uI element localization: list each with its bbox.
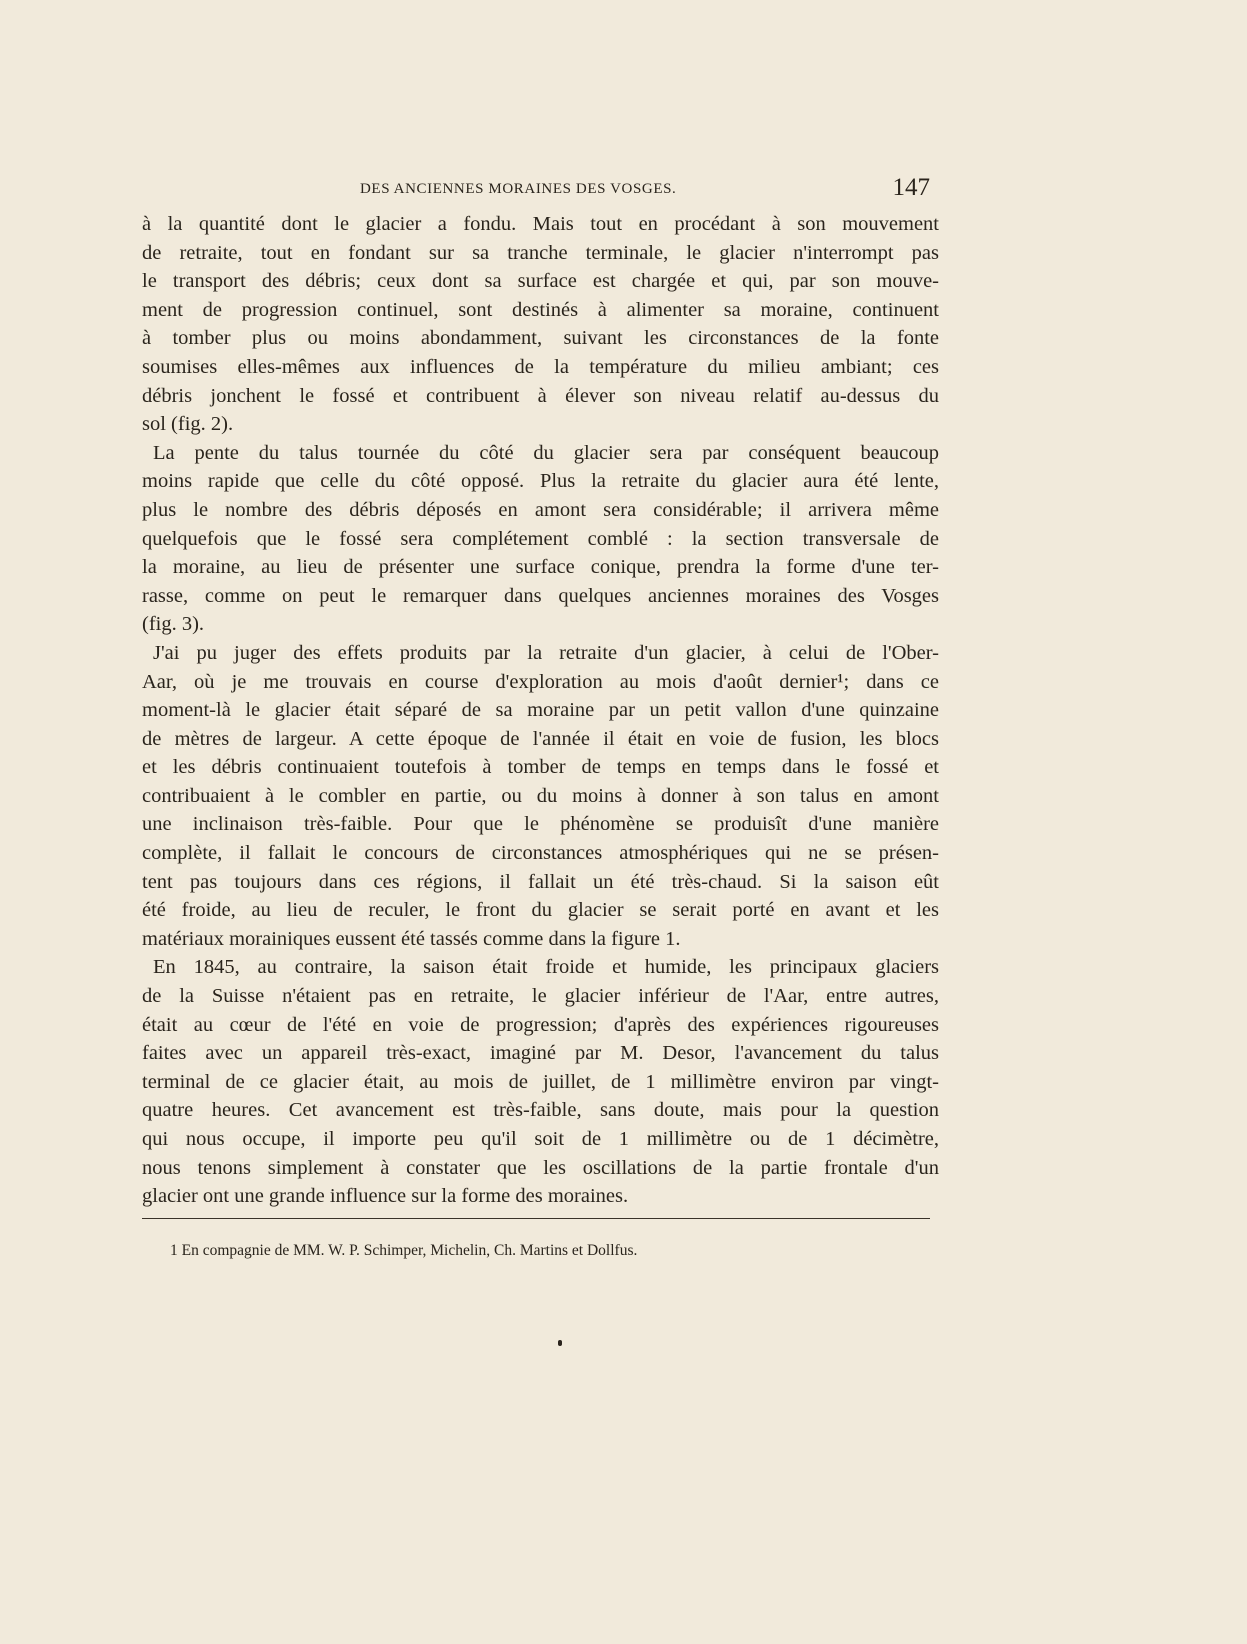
text-line: quelquefois que le fossé sera complétement comblé : la section transversale de bbox=[142, 527, 939, 550]
text-line: ment de progression continuel, sont destinés à alimenter sa moraine, continuent bbox=[142, 298, 939, 321]
text-line: été froide, au lieu de reculer, le front du glacier se serait porté en avant et les bbox=[142, 899, 939, 922]
running-title: DES ANCIENNES MORAINES DES VOSGES. bbox=[360, 181, 677, 197]
text-line: de la Suisse n'étaient pas en retraite, le glacier inférieur de l'Aar, entre autres, bbox=[142, 985, 939, 1008]
text-line: J'ai pu juger des effets produits par la retraite d'un glacier, à celui de l'Ober- bbox=[153, 641, 939, 664]
text-line: une inclinaison très-faible. Pour que le phénomène se produisît d'une manière bbox=[142, 813, 939, 836]
text-line: plus le nombre des débris déposés en amont sera considérable; il arrivera même bbox=[142, 498, 939, 521]
text-line: moins rapide que celle du côté opposé. Plus la retraite du glacier aura été lente, bbox=[142, 470, 939, 493]
text-line: qui nous occupe, il importe peu qu'il soit de 1 millimètre ou de 1 décimètre, bbox=[142, 1128, 939, 1150]
text-line: la moraine, au lieu de présenter une surface conique, prendra la forme d'une ter- bbox=[142, 556, 939, 579]
page-number: 147 bbox=[892, 174, 930, 201]
text-line: En 1845, au contraire, la saison était froide et humide, les principaux glaciers bbox=[153, 956, 939, 979]
text-line: était au cœur de l'été en voie de progression; d'après des expériences rigoureuses bbox=[142, 1013, 939, 1036]
text-line: complète, il fallait le concours de circonstances atmosphériques qui ne se présen- bbox=[142, 842, 939, 865]
footnote: 1 En compagnie de MM. W. P. Schimper, Michelin, Ch. Martins et Dollfus. bbox=[170, 1242, 638, 1259]
text-line: terminal de ce glacier était, au mois de juillet, de 1 millimètre environ par vingt- bbox=[142, 1070, 939, 1093]
text-line: rasse, comme on peut le remarquer dans quelques anciennes moraines des Vosges bbox=[142, 584, 939, 607]
body-text bbox=[142, 210, 939, 1211]
text-line: moment-là le glacier était séparé de sa moraine par un petit vallon d'une quinzaine bbox=[142, 699, 939, 722]
text-line: de retraite, tout en fondant sur sa tranche terminale, le glacier n'interrompt pas bbox=[142, 241, 939, 264]
text-line: de mètres de largeur. A cette époque de l'année il était en voie de fusion, les blocs bbox=[142, 727, 939, 750]
text-line: soumises elles-mêmes aux influences de la température du milieu ambiant; ces bbox=[142, 355, 939, 378]
text-line: nous tenons simplement à constater que les oscillations de la partie frontale d'un bbox=[142, 1156, 939, 1179]
text-line: contribuaient à le combler en partie, ou du moins à donner à son talus en amont bbox=[142, 784, 939, 807]
text-line: à tomber plus ou moins abondamment, suivant les circonstances de la fonte bbox=[142, 327, 939, 350]
text-line: (fig. 3). bbox=[142, 613, 205, 636]
text-line: La pente du talus tournée du côté du glacier sera par conséquent beaucoup bbox=[153, 441, 939, 464]
text-line: quatre heures. Cet avancement est très-faible, sans doute, mais pour la question bbox=[142, 1099, 939, 1122]
text-line: et les débris continuaient toutefois à tomber de temps en temps dans le fossé et bbox=[142, 756, 939, 779]
footnote-divider bbox=[142, 1218, 930, 1219]
text-line: à la quantité dont le glacier a fondu. Mais tout en procédant à son mouvement bbox=[142, 213, 939, 235]
text-line: faites avec un appareil très-exact, imaginé par M. Desor, l'avancement du talus bbox=[142, 1042, 939, 1065]
text-line: glacier ont une grande influence sur la forme des moraines. bbox=[142, 1185, 629, 1208]
ink-speck bbox=[558, 1340, 562, 1346]
text-line: débris jonchent le fossé et contribuent à élever son niveau relatif au-dessus du bbox=[142, 384, 939, 407]
text-line: tent pas toujours dans ces régions, il fallait un été très-chaud. Si la saison eût bbox=[142, 870, 939, 893]
page-header bbox=[360, 174, 930, 205]
text-line: le transport des débris; ceux dont sa surface est chargée et qui, par son mouve- bbox=[142, 270, 939, 293]
text-line: matériaux morainiques eussent été tassés comme dans la figure 1. bbox=[142, 927, 681, 950]
text-line: sol (fig. 2). bbox=[142, 413, 234, 436]
text-line: Aar, où je me trouvais en course d'exploration au mois d'août dernier¹; dans ce bbox=[142, 670, 939, 693]
